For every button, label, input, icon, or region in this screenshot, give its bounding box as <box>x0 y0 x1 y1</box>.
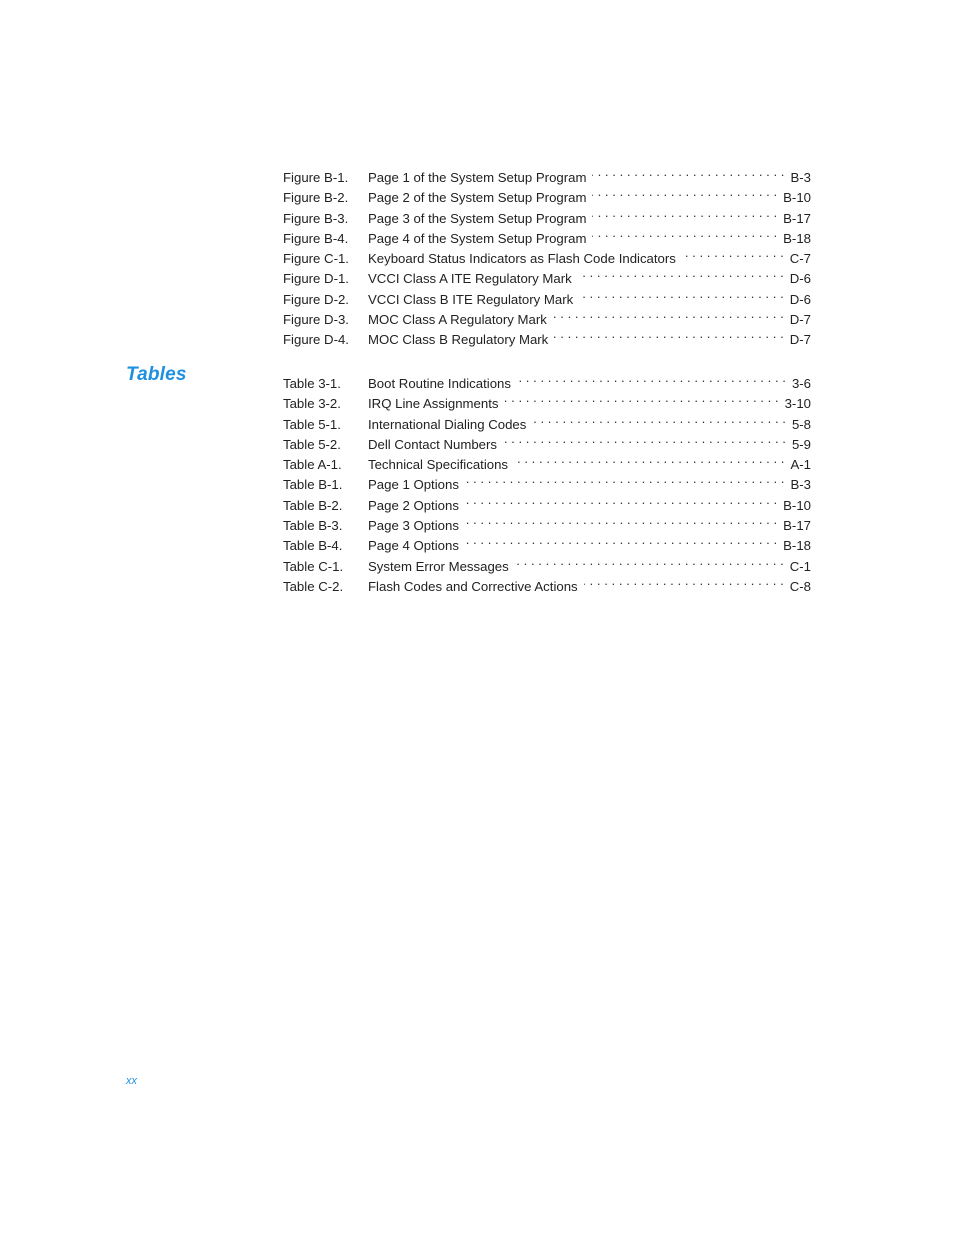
entry-title: Page 1 Options <box>368 477 459 493</box>
entry-label: Table C-1. <box>283 558 344 574</box>
entry-title: Dell Contact Numbers <box>368 436 497 452</box>
entry-page-number: C-8 <box>789 578 811 594</box>
dot-leader <box>465 510 777 530</box>
dot-leader <box>578 263 784 283</box>
entry-page-number: D-7 <box>789 312 811 328</box>
dot-leader <box>592 182 777 202</box>
dot-leader <box>592 223 777 243</box>
entry-label: Figure B-3. <box>283 210 349 226</box>
toc-entry[interactable] <box>283 162 811 185</box>
entry-page-number: B-10 <box>783 497 811 513</box>
entry-title: Page 1 of the System Setup Program <box>368 170 587 185</box>
entry-page-number: D-6 <box>789 291 811 307</box>
dot-leader <box>503 429 786 449</box>
entry-title: Page 3 Options <box>368 518 459 534</box>
entry-page-number: B-17 <box>783 210 811 226</box>
entry-label: Table 3-1. <box>283 376 341 391</box>
entry-page-number: 5-9 <box>791 436 811 452</box>
entry-title: Page 3 of the System Setup Program <box>368 210 587 226</box>
dot-leader <box>465 469 785 489</box>
entry-label: Figure D-4. <box>283 332 349 348</box>
entry-page-number: 3-6 <box>791 376 811 391</box>
entry-page-number: 3-10 <box>784 396 811 412</box>
section-heading-tables: Tables <box>126 364 187 385</box>
dot-leader <box>592 162 784 182</box>
entry-title: Page 2 Options <box>368 497 459 513</box>
dot-leader <box>465 530 777 550</box>
entry-label: Table 5-2. <box>283 436 341 452</box>
entry-label: Figure D-2. <box>283 291 349 307</box>
entry-label: Table B-1. <box>283 477 343 493</box>
toc-entry[interactable] <box>283 368 811 391</box>
entry-page-number: B-3 <box>790 477 811 493</box>
entry-label: Table B-4. <box>283 538 343 554</box>
entry-page-number: B-10 <box>783 190 811 206</box>
entry-page-number: D-7 <box>789 332 811 348</box>
entry-title: Boot Routine Indications <box>368 376 511 391</box>
dot-leader <box>592 203 777 223</box>
entry-title: VCCI Class A ITE Regulatory Mark <box>368 271 572 287</box>
entry-title: VCCI Class B ITE Regulatory Mark <box>368 291 574 307</box>
entry-title: Flash Codes and Corrective Actions <box>368 578 578 594</box>
entry-title: System Error Messages <box>368 558 509 574</box>
entry-title: Technical Specifications <box>368 457 509 473</box>
entry-title: IRQ Line Assignments <box>368 396 499 412</box>
entry-label: Figure D-1. <box>283 271 349 287</box>
dot-leader <box>504 388 778 408</box>
entry-label: Table 5-1. <box>283 416 341 432</box>
dot-leader <box>553 304 784 324</box>
entry-page-number: A-1 <box>790 457 811 473</box>
entry-title: MOC Class B Regulatory Mark <box>368 332 549 348</box>
dot-leader <box>532 409 786 429</box>
entry-label: Table B-3. <box>283 518 343 534</box>
entry-page-number: B-17 <box>783 518 811 534</box>
page-number: xx <box>126 1075 137 1087</box>
entry-page-number: B-3 <box>790 170 811 185</box>
list-of-tables <box>283 368 811 594</box>
entry-label: Figure B-2. <box>283 190 349 206</box>
entry-label: Figure C-1. <box>283 251 349 267</box>
entry-title: Page 2 of the System Setup Program <box>368 190 587 206</box>
entry-label: Table 3-2. <box>283 396 341 412</box>
entry-title: Page 4 of the System Setup Program <box>368 230 587 246</box>
list-of-figures <box>283 162 811 348</box>
dot-leader <box>584 571 784 591</box>
entry-page-number: C-7 <box>789 251 811 267</box>
dot-leader <box>465 490 777 510</box>
entry-title: Page 4 Options <box>368 538 459 554</box>
entry-page-number: 5-8 <box>791 416 811 432</box>
entry-page-number: C-1 <box>789 558 811 574</box>
entry-label: Table C-2. <box>283 578 344 594</box>
entry-page-number: B-18 <box>783 538 811 554</box>
dot-leader <box>515 551 784 571</box>
entry-page-number: D-6 <box>789 271 811 287</box>
dot-leader <box>554 324 783 344</box>
entry-title: MOC Class A Regulatory Mark <box>368 312 547 328</box>
entry-title: International Dialing Codes <box>368 416 527 432</box>
dot-leader <box>517 368 786 388</box>
dot-leader <box>682 243 784 263</box>
entry-label: Table A-1. <box>283 457 342 473</box>
entry-page-number: B-18 <box>783 230 811 246</box>
entry-label: Figure B-4. <box>283 230 349 246</box>
entry-label: Figure D-3. <box>283 312 349 328</box>
dot-leader <box>514 449 784 469</box>
dot-leader <box>579 284 784 304</box>
entry-label: Figure B-1. <box>283 170 349 185</box>
entry-label: Table B-2. <box>283 497 343 513</box>
entry-title: Keyboard Status Indicators as Flash Code Indicators <box>368 251 676 267</box>
